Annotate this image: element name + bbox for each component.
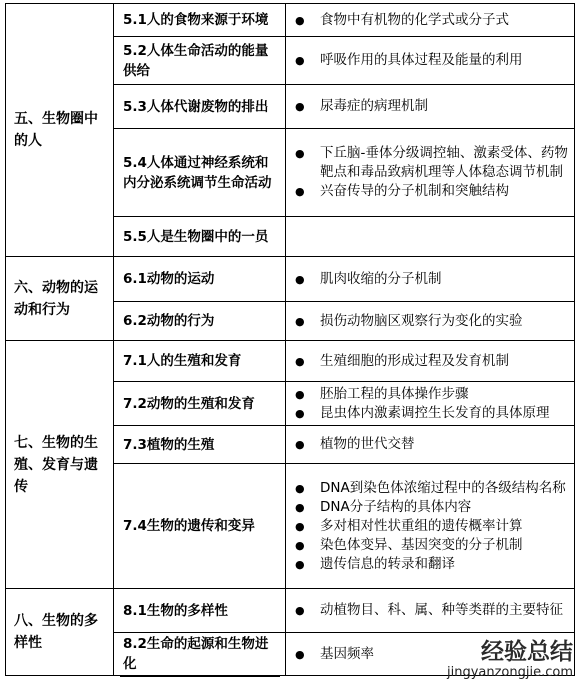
points-cell [286,589,575,633]
subtopic-cell: 7.4生物的遗传和变异 [114,464,286,589]
watermark [447,639,573,680]
section-cell: 八、生物的多样性 [6,589,114,676]
list-item: ● 动植物目、科、属、种等类群的主要特征 [295,602,563,618]
curriculum-table [5,3,575,676]
bullet-icon: ● [295,538,305,552]
list-item: ● 基因频率 [295,645,374,662]
subtopic-cell: 8.1生物的多样性 [114,589,286,633]
bullet-icon: ● [295,100,305,113]
bullet-icon: ● [295,406,305,420]
table-row [6,257,575,302]
subtopic-cell: 5.2人体生命活动的能量供给 [114,37,286,85]
list-item: ● DNA到染色体浓缩过程中的各级结构名称 [295,479,566,496]
section-cell: 七、生物的生殖、发育与遗传 [6,341,114,589]
subtopic-cell: 6.1动物的运动 [114,257,286,302]
points-cell [286,464,575,589]
table-row [6,589,575,633]
points-cell [286,4,575,37]
bullet-icon: ● [295,272,305,286]
bullet-icon: ● [295,647,305,661]
points-cell [286,382,575,426]
section-cell: 五、生物圈中的人 [6,4,114,257]
bullet-icon: ● [295,604,305,617]
subtopic-cell: 5.4人体通过神经系统和内分泌系统调节生命活动 [114,129,286,217]
bullet-icon: ● [295,500,305,514]
bullet-icon: ● [295,481,305,495]
bullet-icon: ● [295,557,305,571]
list-item: ● 昆虫体内激素调控生长发育的具体原理 [295,404,550,421]
bullet-icon: ● [295,13,305,27]
subtopic-cell: 7.3植物的生殖 [114,426,286,464]
list-item: ● 胚胎工程的具体操作步骤 [295,385,469,402]
list-item: ● 生殖细胞的形成过程及发育机制 [295,352,509,369]
bullet-icon: ● [295,147,305,160]
list-item: ● 食物中有机物的化学式或分子式 [295,11,509,28]
watermark-url: jingyanzongjie.com [446,665,573,680]
list-item: ● 植物的世代交替 [295,436,415,452]
bullet-icon: ● [295,438,305,451]
list-item: ● 遗传信息的转录和翻译 [295,555,455,572]
bullet-icon: ● [295,314,305,328]
list-item: ● 染色体变异、基因突变的分子机制 [295,536,523,553]
subtopic-cell: 5.3人体代谢废物的排出 [114,85,286,129]
list-item: ● 尿毒症的病理机制 [295,98,428,114]
cut-off-row-edge [120,676,280,683]
list-item: ● 损伤动物脑区观察行为变化的实验 [295,312,523,329]
points-cell [286,341,575,382]
bullet-icon: ● [295,185,305,198]
bullet-icon: ● [295,387,305,401]
bullet-icon: ● [295,54,305,67]
subtopic-cell: 5.5人是生物圈中的一员 [114,217,286,257]
table-row [6,4,575,37]
bullet-icon: ● [295,354,305,368]
bullet-icon: ● [295,519,305,533]
subtopic-cell: 5.1人的食物来源于环境 [114,4,286,37]
points-cell [286,302,575,341]
subtopic-cell: 7.1人的生殖和发育 [114,341,286,382]
subtopic-cell: 7.2动物的生殖和发育 [114,382,286,426]
table-row [6,341,575,382]
points-cell [286,426,575,464]
subtopic-cell: 6.2动物的行为 [114,302,286,341]
list-item: ● 呼吸作用的具体过程及能量的利用 [295,52,523,68]
section-cell: 六、动物的运动和行为 [6,257,114,341]
watermark-logo: 经验总结 [481,639,573,665]
list-item: ● 肌肉收缩的分子机制 [295,270,442,287]
list-item: ● 兴奋传导的分子机制和突触结构 [295,183,509,199]
points-cell [286,85,575,129]
list-item: ● 下丘脑-垂体分级调控轴、激素受体、药物靶点和毒品致病机理等人体稳态调节机制 [295,145,568,180]
points-cell [286,37,575,85]
subtopic-cell: 8.2生命的起源和生物进化 [114,633,286,676]
list-item: ● DNA分子结构的具体内容 [295,498,472,515]
points-cell [286,257,575,302]
points-cell [286,129,575,217]
points-cell [286,217,575,257]
list-item: ● 多对相对性状重组的遗传概率计算 [295,517,523,534]
